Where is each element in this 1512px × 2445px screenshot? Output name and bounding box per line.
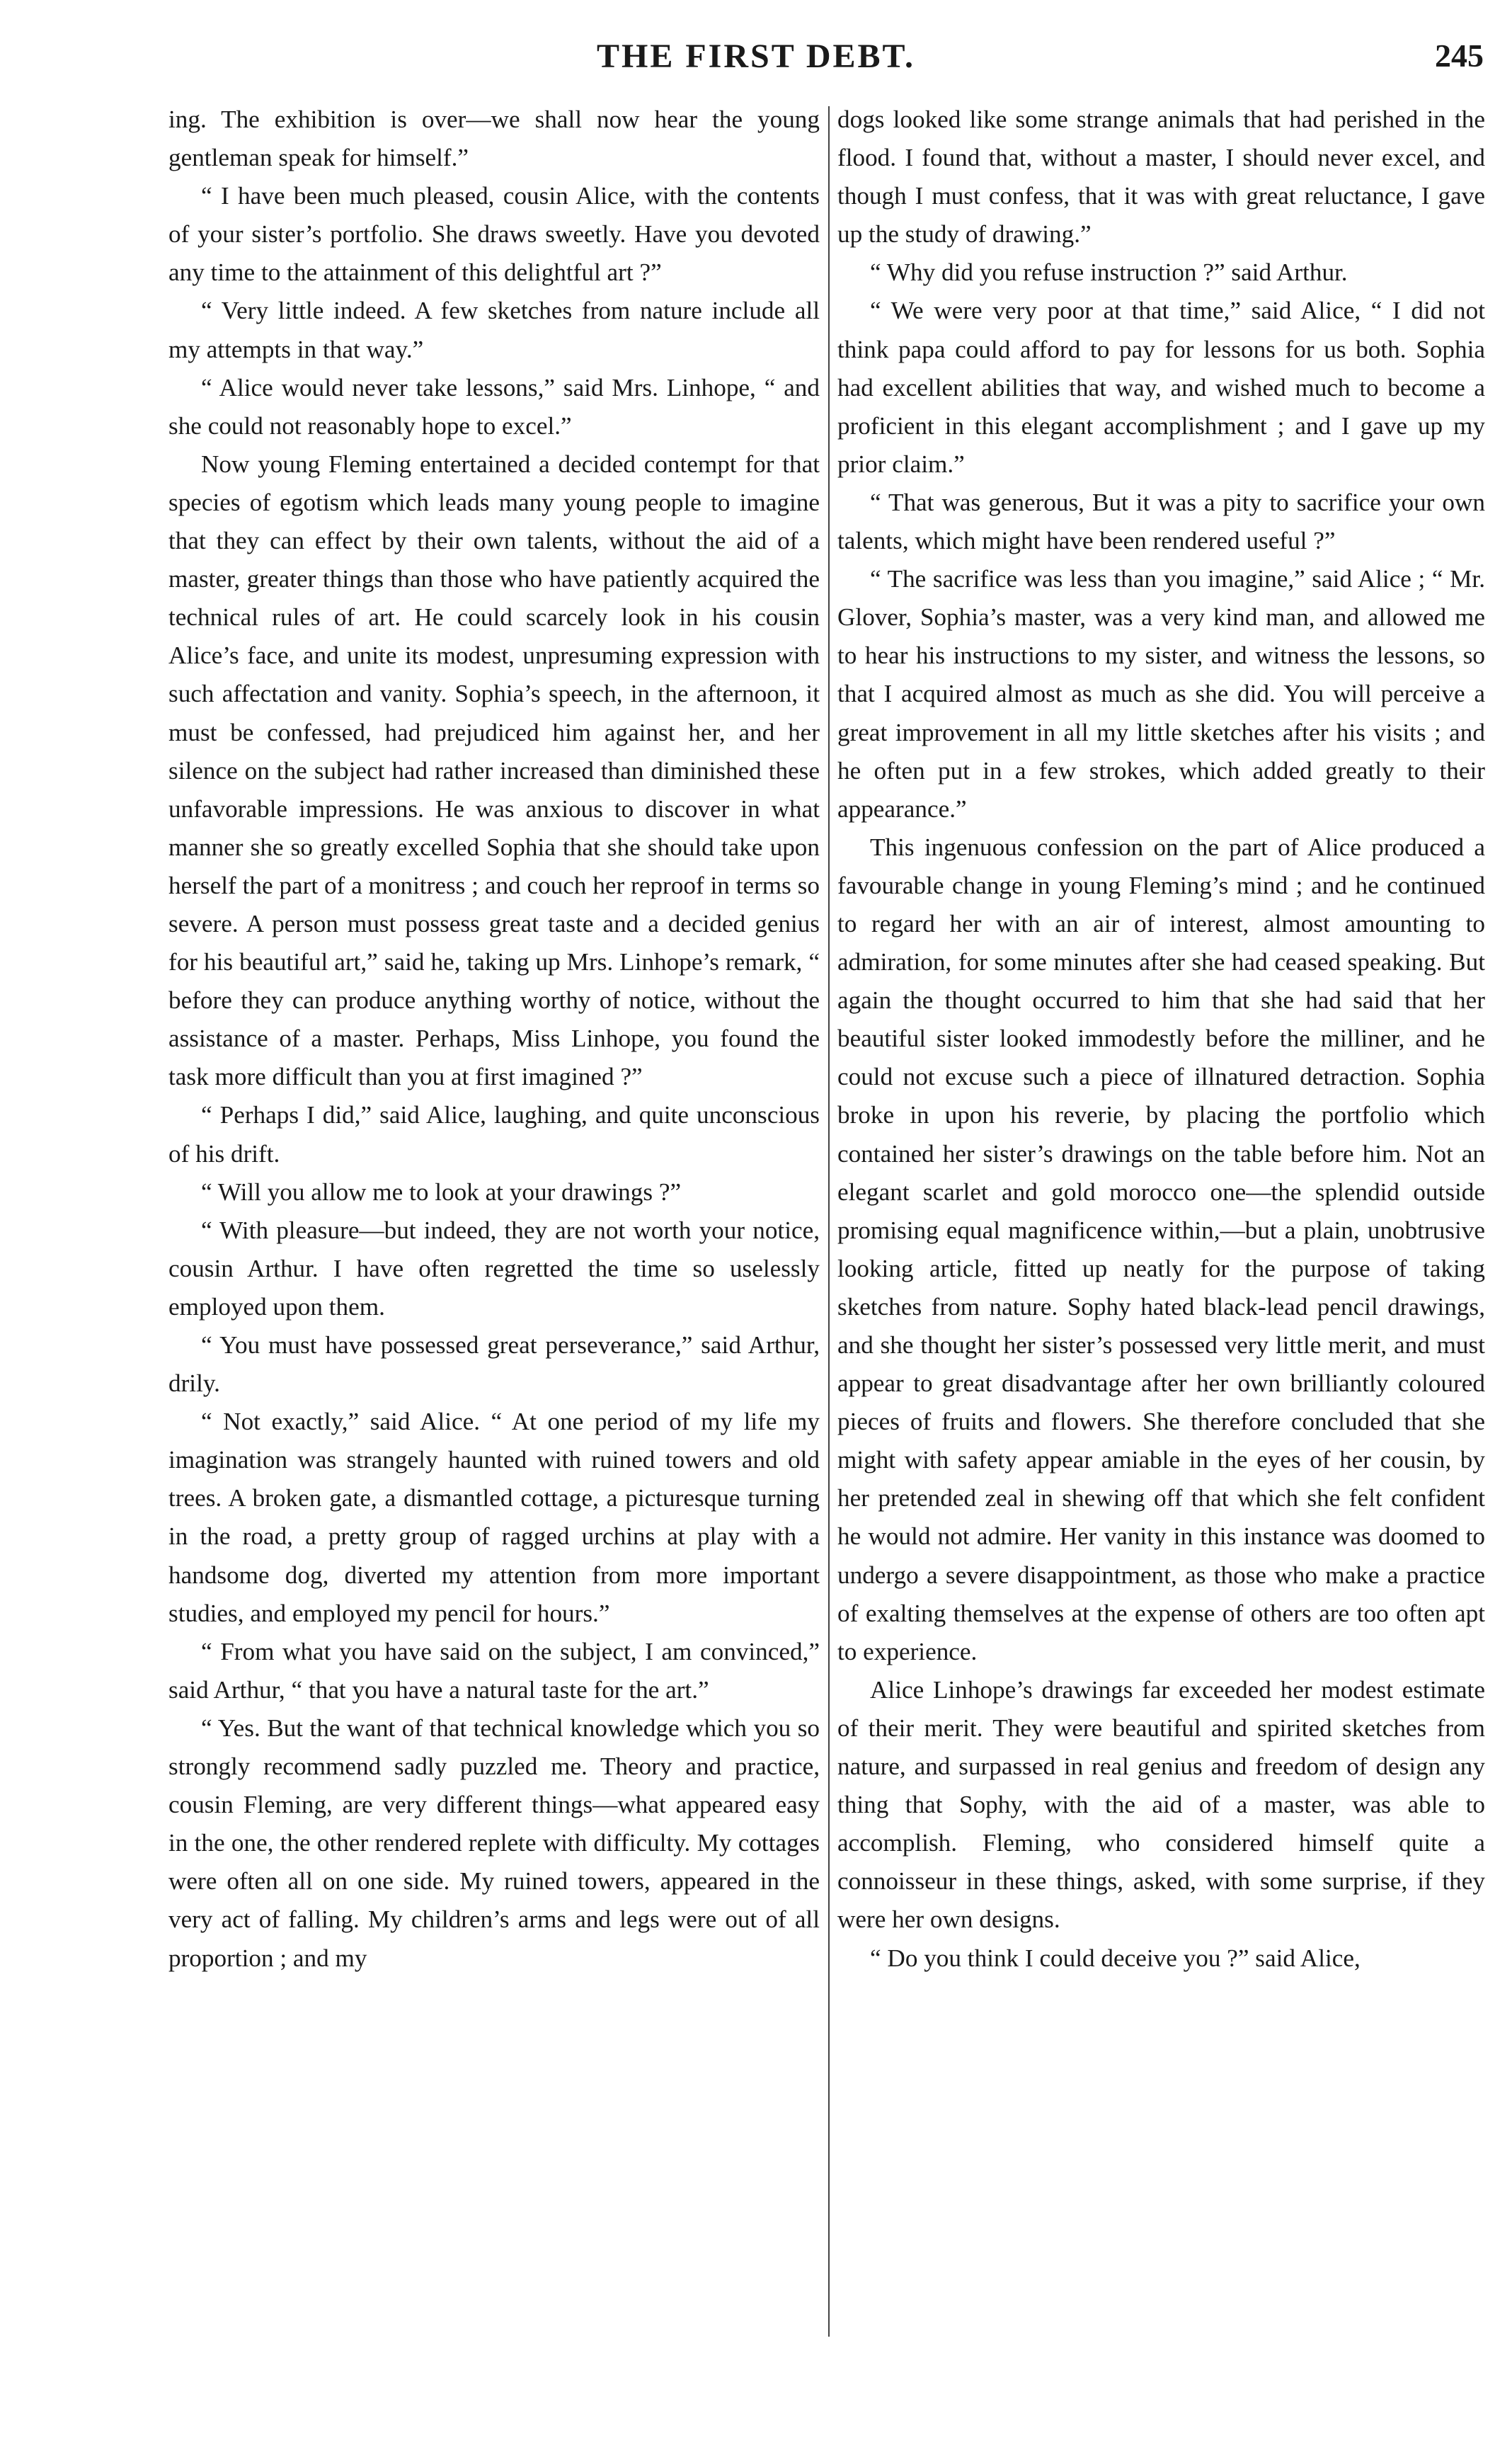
paragraph: “ Will you allow me to look at your drawings ?” (201, 1178, 682, 1206)
column-divider (828, 106, 830, 2337)
paragraph: “ Alice would never take lessons,” said Mrs. Linhope, “ and she could not reasonably hope to excel.” (168, 373, 820, 440)
paragraph: dogs looked like some strange animals that had perished in the flood. I found that, without a master, I should never excel, and though I must confess, that it was with great reluctance, I gave up the study of drawing.” (837, 106, 1485, 249)
paragraph: “ Why did you refuse instruction ?” said Arthur. (870, 258, 1348, 287)
paragraph: “ I have been much pleased, cousin Alice, with the contents of your sister’s portfolio. She draws sweetly. Have you devoted any time to the attainment of this delightful art ?” (168, 182, 820, 287)
page-number: 245 (1435, 38, 1484, 74)
paragraph: “ Perhaps I did,” said Alice, laughing, and quite unconscious of his drift. (168, 1101, 820, 1168)
paragraph: “ You must have possessed great perseverance,” said Arthur, drily. (168, 1331, 820, 1398)
paragraph: “ The sacrifice was less than you imagine,” said Alice ; “ Mr. Glover, Sophia’s master, was a very kind man, and allowed me to hear his instructions to my sister, and witness the lessons, so that I acquired almost as much as she did. You will perceive a great improvement in all my little sketches after his visits ; and he often put in a few strokes, which added greatly to their appearance.” (837, 565, 1485, 823)
paragraph: This ingenuous confession on the part of Alice produced a favourable change in young Fleming’s mind ; and he continued to regard her with an air of interest, almost amounting to admiration, for some minutes after she had ceased speaking. But again the thought occurred to him that she had said that her beautiful sister looked immodestly before the milliner, and he could not excuse such a piece of illnatured detraction. Sophia broke in upon his reverie, by placing the portfolio which contained her sister’s drawings on the table before him. Not an elegant scarlet and gold morocco one—the splendid outside promising equal magnificence within,—but a plain, unobtrusive looking article, fitted up neatly for the purpose of taking sketches from nature. Sophy hated black-lead pencil drawings, and she thought her sister’s possessed very little merit, and must appear to great disadvantage after her own brilliantly coloured pieces of fruits and flowers. She therefore concluded that she might with safety appear amiable in the eyes of her cousin, by her pretended zeal in shewing off that which she felt confident he would not admire. Her vanity in this instance was doomed to undergo a severe disappointment, as those who make a practice of exalting themselves at the expense of others are too often apt to experience. (837, 833, 1485, 1665)
paragraph: “ Not exactly,” said Alice. “ At one period of my life my imagination was strangely haunted with ruined towers and old trees. A broken gate, a dismantled cottage, a picturesque turning in the road, a pretty group of ragged urchins at play with a handsome dog, diverted my attention from more important studies, and employed my pencil for hours.” (168, 1408, 820, 1627)
left-column (168, 101, 820, 1978)
paragraph: “ With pleasure—but indeed, they are not worth your notice, cousin Arthur. I have often regretted the time so uselessly employed upon them. (168, 1216, 820, 1321)
paragraph: “ Yes. But the want of that technical knowledge which you so strongly recommend sadly puzzled me. Theory and practice, cousin Fleming, are very different things—what appeared easy in the one, the other rendered replete with difficulty. My cottages were often all on one side. My ruined towers, appeared in the very act of falling. My children’s arms and legs were out of all proportion ; and my (168, 1714, 820, 1972)
paragraph: “ We were very poor at that time,” said Alice, “ I did not think papa could afford to pay for lessons for us both. Sophia had excellent abilities that way, and wished much to become a proficient in this elegant accomplishment ; and I gave up my prior claim.” (837, 297, 1485, 478)
paragraph: “ That was generous, But it was a pity to sacrifice your own talents, which might have been rendered useful ?” (837, 488, 1485, 555)
paragraph: “ Do you think I could deceive you ?” said Alice, (870, 1944, 1361, 1972)
paragraph: Alice Linhope’s drawings far exceeded her modest estimate of their merit. They were beautiful and spirited sketches from nature, and surpassed in real genius and freedom of design any thing that Sophy, with the aid of a master, was able to accomplish. Fleming, who considered himself quite a connoisseur in these things, asked, with some surprise, if they were her own designs. (837, 1675, 1485, 1934)
paragraph: “ From what you have said on the subject, I am convinced,” said Arthur, “ that you have a natural taste for the art.” (168, 1637, 820, 1704)
paragraph: “ Very little indeed. A few sketches from nature include all my attempts in that way.” (168, 297, 820, 363)
running-title: THE FIRST DEBT. (596, 38, 916, 75)
right-column (837, 101, 1485, 1978)
paragraph: Now young Fleming entertained a decided contempt for that species of egotism which leads many young people to imagine that they can effect by their own talents, without the aid of a master, greater things than those who have patiently acquired the technical rules of art. He could scarcely look in his cousin Alice’s face, and unite its modest, unpresuming expression with such affectation and vanity. Sophia’s speech, in the afternoon, it must be confessed, had prejudiced him against her, and her silence on the subject had rather increased than diminished these unfavorable impressions. He was anxious to discover in what manner she so greatly excelled Sophia that she should take upon herself the part of a monitress ; and couch her reproof in terms so severe. A person must possess great taste and a decided genius for his beautiful art,” said he, taking up Mrs. Linhope’s remark, “ before they can produce anything worthy of notice, without the assistance of a master. Perhaps, Miss Linhope, you found the task more difficult than you at first imagined ?” (168, 450, 820, 1091)
paragraph: ing. The exhibition is over—we shall now hear the young gentleman speak for himself.” (168, 106, 820, 172)
